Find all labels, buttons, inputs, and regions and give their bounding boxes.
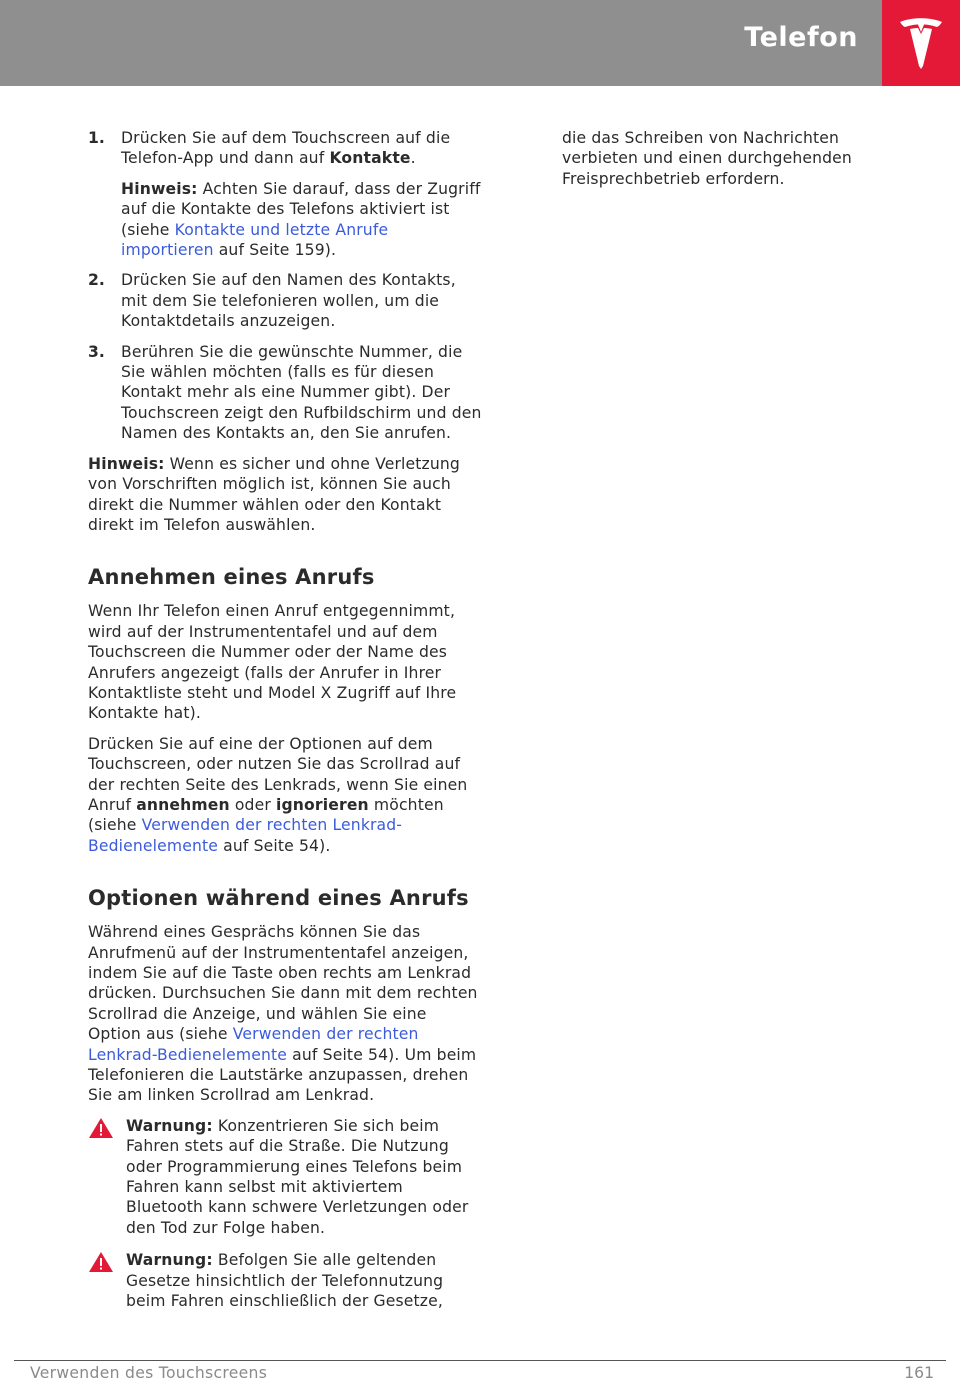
step-text: Drücken Sie auf den Namen des Kontakts, mit dem Sie telefonieren wollen, um die Kontaktdetails anzuzeigen. <box>121 271 456 331</box>
footer-divider <box>14 1360 946 1361</box>
kontakte-bold: Kontakte <box>329 149 411 168</box>
paragraph-incoming-call: Wenn Ihr Telefon einen Anruf entgegennimmt, wird auf der Instrumententafel und auf dem Touchscreen die Nummer oder der Name des Anrufers angezeigt (falls der Anrufer in Ihrer Kontaktliste steht und Model X Zugriff auf Ihre Kontakte hat). <box>88 602 457 723</box>
heading-optionen: Optionen während eines Anrufs <box>88 886 469 911</box>
page-title: Telefon <box>744 22 858 53</box>
warning-1 <box>88 1116 483 1238</box>
left-column <box>88 128 483 1324</box>
note-direct-dial: Hinweis: Wenn es sicher und ohne Verletzung von Vorschriften möglich ist, können Sie auch direkt die Nummer wählen oder den Kontakt direkt im Telefon auswählen. <box>88 454 460 534</box>
paragraph-answer-options: Drücken Sie auf eine der Optionen auf dem Touchscreen, oder nutzen Sie das Scrollrad auf der rechten Seite des Lenkrads, wenn Sie einen Anruf annehmen oder ignorieren möchten (siehe Verwenden der rechten Lenkrad-Bedienelemente auf Seite 54). <box>88 734 468 855</box>
note-label: Hinweis: <box>121 179 198 198</box>
step-number: 3. <box>88 342 105 361</box>
step-2 <box>88 270 483 331</box>
warning-text: Warnung: Befolgen Sie alle geltenden Gesetze hinsichtlich der Telefonnutzung beim Fahren einschließlich der Gesetze, <box>126 1251 444 1311</box>
step-text: Berühren Sie die gewünschte Nummer, die Sie wählen möchten (falls es für diesen Kontakt mehr als eine Nummer gibt). Der Touchscreen zeigt den Rufbildschirm und den Namen des Kontakts an, den Sie anrufen. <box>121 342 482 443</box>
warning-triangle-icon <box>88 1250 126 1311</box>
step-3 <box>88 342 483 444</box>
warning-text: Warnung: Konzentrieren Sie sich beim Fahren stets auf die Straße. Die Nutzung oder Programmierung eines Telefons beim Fahren kann selbst mit aktiviertem Bluetooth kann schwere Verletzungen oder den Tod zur Folge haben. <box>126 1116 469 1237</box>
page-header <box>0 0 960 86</box>
paragraph-call-options: Während eines Gesprächs können Sie das Anrufmenü auf der Instrumententafel anzeigen, indem Sie auf die Taste oben rechts am Lenkrad drücken. Durchsuchen Sie dann mit dem rechten Scrollrad die Anzeige, und wählen Sie eine Option aus (siehe Verwenden der rechten Lenkrad-Bedienelemente auf Seite 54). Um beim Telefonieren die Lautstärke anzupassen, drehen Sie am linken Scrollrad am Lenkrad. <box>88 923 478 1105</box>
step-number: 1. <box>88 129 105 147</box>
footer-section: Verwenden des Touchscreens <box>30 1364 268 1382</box>
step-1 <box>88 128 483 169</box>
right-column <box>562 128 902 199</box>
link-kontakte-importieren[interactable]: Kontakte und letzte Anrufe importieren <box>121 220 389 260</box>
heading-annehmen: Annehmen eines Anrufs <box>88 565 375 590</box>
continuation-text: die das Schreiben von Nachrichten verbieten und einen durchgehenden Freisprechbetrieb erfordern. <box>562 129 852 188</box>
tesla-logo-icon <box>897 16 945 70</box>
warning-triangle-icon <box>88 1116 126 1238</box>
note-label: Hinweis: <box>88 454 165 473</box>
tesla-logo-box <box>882 0 960 86</box>
page-number: 161 <box>904 1364 934 1382</box>
warning-2 <box>88 1250 483 1311</box>
link-lenkrad-bedienelemente-2[interactable]: Verwenden der rechten Lenkrad-Bedienelemente <box>88 1025 419 1064</box>
step-text: Drücken Sie auf dem Touchscreen auf die Telefon-App und dann auf Kontakte. <box>121 129 451 168</box>
step-number: 2. <box>88 271 105 290</box>
link-lenkrad-bedienelemente[interactable]: Verwenden der rechten Lenkrad-Bedienelemente <box>88 816 403 855</box>
step-1-note: Hinweis: Achten Sie darauf, dass der Zugriff auf die Kontakte des Telefons aktiviert ist (siehe Kontakte und letzte Anrufe importieren auf Seite 159). <box>121 179 481 260</box>
